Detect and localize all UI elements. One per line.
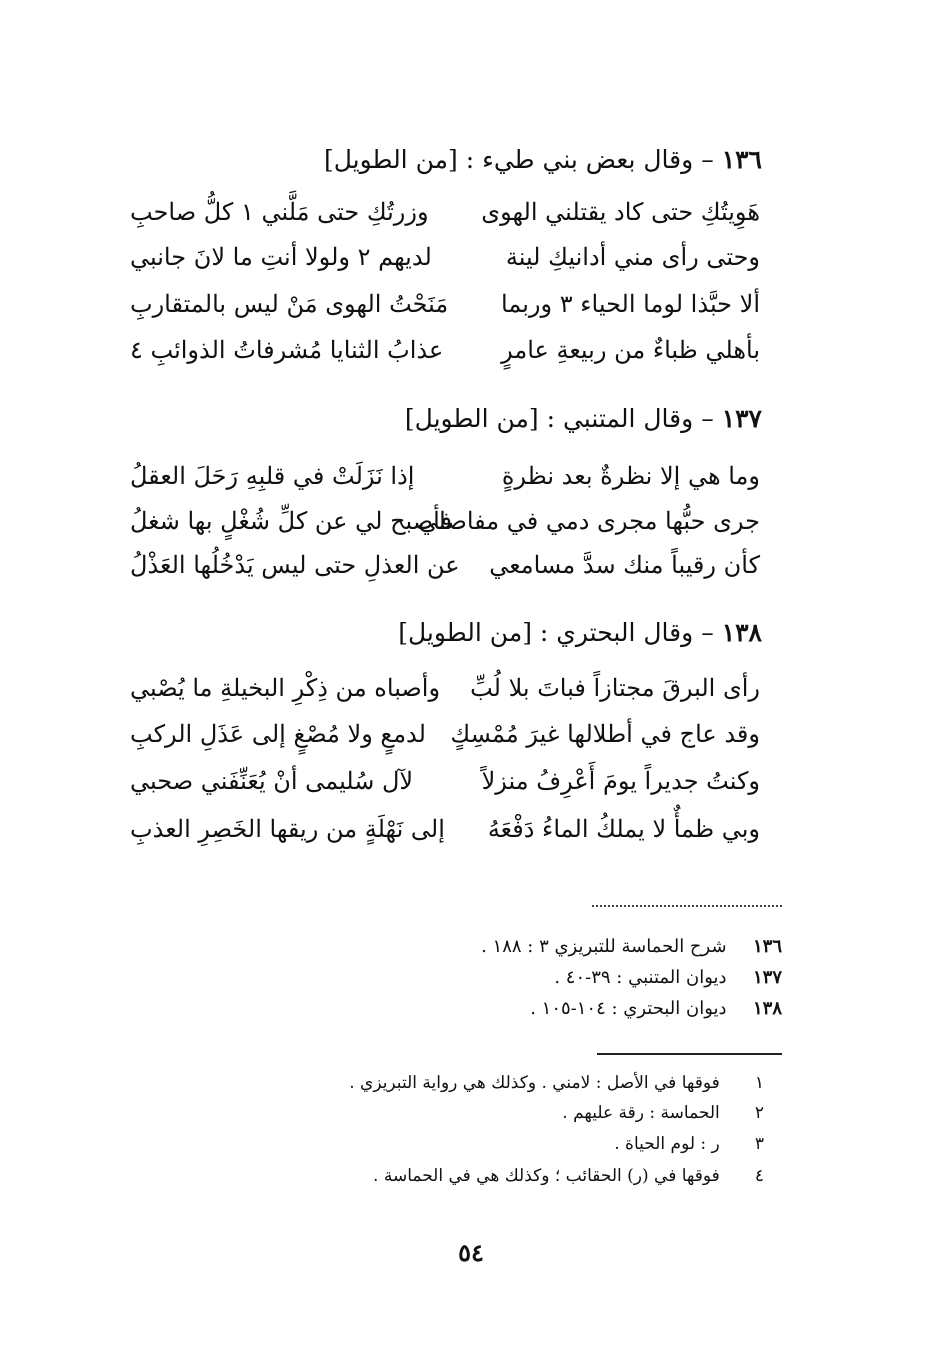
source-entry bbox=[182, 936, 782, 957]
footnote-text: فوقها في الأصل : لامني . وكذلك هي رواية التبريزي . bbox=[349, 1073, 720, 1093]
poem-number: ١٣٦ bbox=[721, 145, 762, 174]
verse-second-hemistich: لدمعٍ ولا مُصْغٍ إلى عَذَلِ الركبِ bbox=[130, 720, 426, 748]
verse-second-hemistich: عن العذلِ حتى ليس يَدْخُلُها العَذْلُ bbox=[130, 551, 460, 579]
footnote-number: ٣ bbox=[754, 1134, 764, 1154]
footnote-text: الحماسة : رقة عليهم . bbox=[562, 1103, 720, 1123]
poem-heading-138: ١٣٨–وقال البحتري : [من الطويل] bbox=[398, 618, 762, 647]
poem-intro: وقال المتنبي : [من الطويل] bbox=[404, 404, 694, 433]
source-entry bbox=[182, 967, 782, 988]
footnote-text: ر : لوم الحياة . bbox=[614, 1134, 720, 1154]
verse-line bbox=[130, 674, 760, 714]
verse-first-hemistich: وقد عاج في أطلالها غيرَ مُمْسِكٍ bbox=[450, 720, 760, 748]
footnote-text: فوقها في (ر) الحقائب ؛ وكذلك هي في الحماسة . bbox=[373, 1166, 720, 1186]
verse-first-hemistich: ألا حبَّذا لوما الحياء ٣ وربما bbox=[501, 290, 760, 318]
footnote bbox=[164, 1103, 764, 1123]
poem-number: ١٣٧ bbox=[721, 404, 762, 433]
source-text: ديوان المتنبي : ٣٩-٤٠ . bbox=[554, 967, 727, 988]
verse-first-hemistich: وما هي إلا نظرةٌ بعد نظرةٍ bbox=[501, 462, 760, 490]
verse-second-hemistich: وزرتُكِ حتى مَلَّني ١ كلُّ صاحبِ bbox=[130, 198, 429, 226]
verse-first-hemistich: هَوِيتُكِ حتى كاد يقتلني الهوى bbox=[481, 198, 760, 226]
footnote-number: ٢ bbox=[754, 1103, 764, 1123]
verse-line bbox=[130, 198, 760, 238]
footnote-number: ٤ bbox=[754, 1166, 764, 1186]
verse-second-hemistich: عذابُ الثنايا مُشرفاتُ الذوائبِ ٤ bbox=[130, 336, 444, 364]
verse-line bbox=[130, 290, 760, 330]
source-number: ١٣٦ bbox=[752, 936, 782, 957]
verse-line bbox=[130, 551, 760, 591]
verse-first-hemistich: وكنتُ جديراً يومَ أَعْرِفُ منزلاً bbox=[481, 767, 760, 795]
footnote bbox=[164, 1166, 764, 1186]
verse-first-hemistich: وحتى رأى مني أدانيكِ لينة bbox=[505, 243, 760, 271]
verse-first-hemistich: جرى حبُّها مجرى دمي في مفاصلي bbox=[418, 507, 760, 535]
source-text: ديوان البحتري : ١٠٤-١٠٥ . bbox=[530, 998, 727, 1019]
verse-first-hemistich: بأهلي ظباءٌ من ربيعةِ عامرٍ bbox=[501, 336, 760, 364]
poem-heading-136: ١٣٦–وقال بعض بني طيء : [من الطويل] bbox=[324, 145, 762, 174]
page-number: ٥٤ bbox=[458, 1238, 484, 1267]
source-number: ١٣٧ bbox=[752, 967, 782, 988]
verse-first-hemistich: وبي ظمأٌ لا يملكُ الماءُ دَفْعَهُ bbox=[487, 815, 760, 843]
verse-line bbox=[130, 507, 760, 547]
verse-second-hemistich: مَنَحْتُ الهوى مَنْ ليس بالمتقاربِ bbox=[130, 290, 449, 318]
source-number: ١٣٨ bbox=[752, 998, 782, 1019]
poem-number: ١٣٨ bbox=[721, 618, 762, 647]
source-text: شرح الحماسة للتبريزي ٣ : ١٨٨ . bbox=[481, 936, 727, 957]
verse-second-hemistich: فأصبح لي عن كلِّ شُغْلٍ بها شغلُ bbox=[130, 507, 452, 535]
verse-line bbox=[130, 462, 760, 502]
verse-second-hemistich: إذا نَزَلَتْ في قلبِهِ رَحَلَ العقلُ bbox=[130, 462, 415, 490]
verse-first-hemistich: كأن رقيباً منك سدَّ مسامعي bbox=[489, 551, 760, 579]
verse-line bbox=[130, 243, 760, 283]
verse-second-hemistich: وأصباه من ذِكْرِ البخيلةِ ما يُصْبي bbox=[130, 674, 441, 702]
verse-second-hemistich: لديهم ٢ ولولا أنتِ ما لانَ جانبي bbox=[130, 243, 432, 271]
sources-separator bbox=[592, 905, 782, 907]
verse-first-hemistich: رأى البرقَ مجتازاً فباتَ بلا لُبِّ bbox=[470, 674, 760, 702]
verse-line bbox=[130, 720, 760, 760]
verse-second-hemistich: إلى نَهْلَةٍ من ريقها الخَصِرِ العذبِ bbox=[130, 815, 445, 843]
source-entry bbox=[182, 998, 782, 1019]
verse-line bbox=[130, 767, 760, 807]
verse-line bbox=[130, 815, 760, 855]
footnote bbox=[164, 1073, 764, 1093]
footnotes-separator bbox=[597, 1053, 782, 1055]
poem-heading-137: ١٣٧–وقال المتنبي : [من الطويل] bbox=[404, 404, 762, 433]
poem-intro: وقال البحتري : [من الطويل] bbox=[398, 618, 694, 647]
verse-second-hemistich: لآل سُليمى أنْ يُعَنِّفَني صحبي bbox=[130, 767, 414, 795]
poem-intro: وقال بعض بني طيء : [من الطويل] bbox=[324, 145, 694, 174]
verse-line bbox=[130, 336, 760, 376]
footnote-number: ١ bbox=[754, 1073, 764, 1093]
footnote bbox=[164, 1134, 764, 1154]
